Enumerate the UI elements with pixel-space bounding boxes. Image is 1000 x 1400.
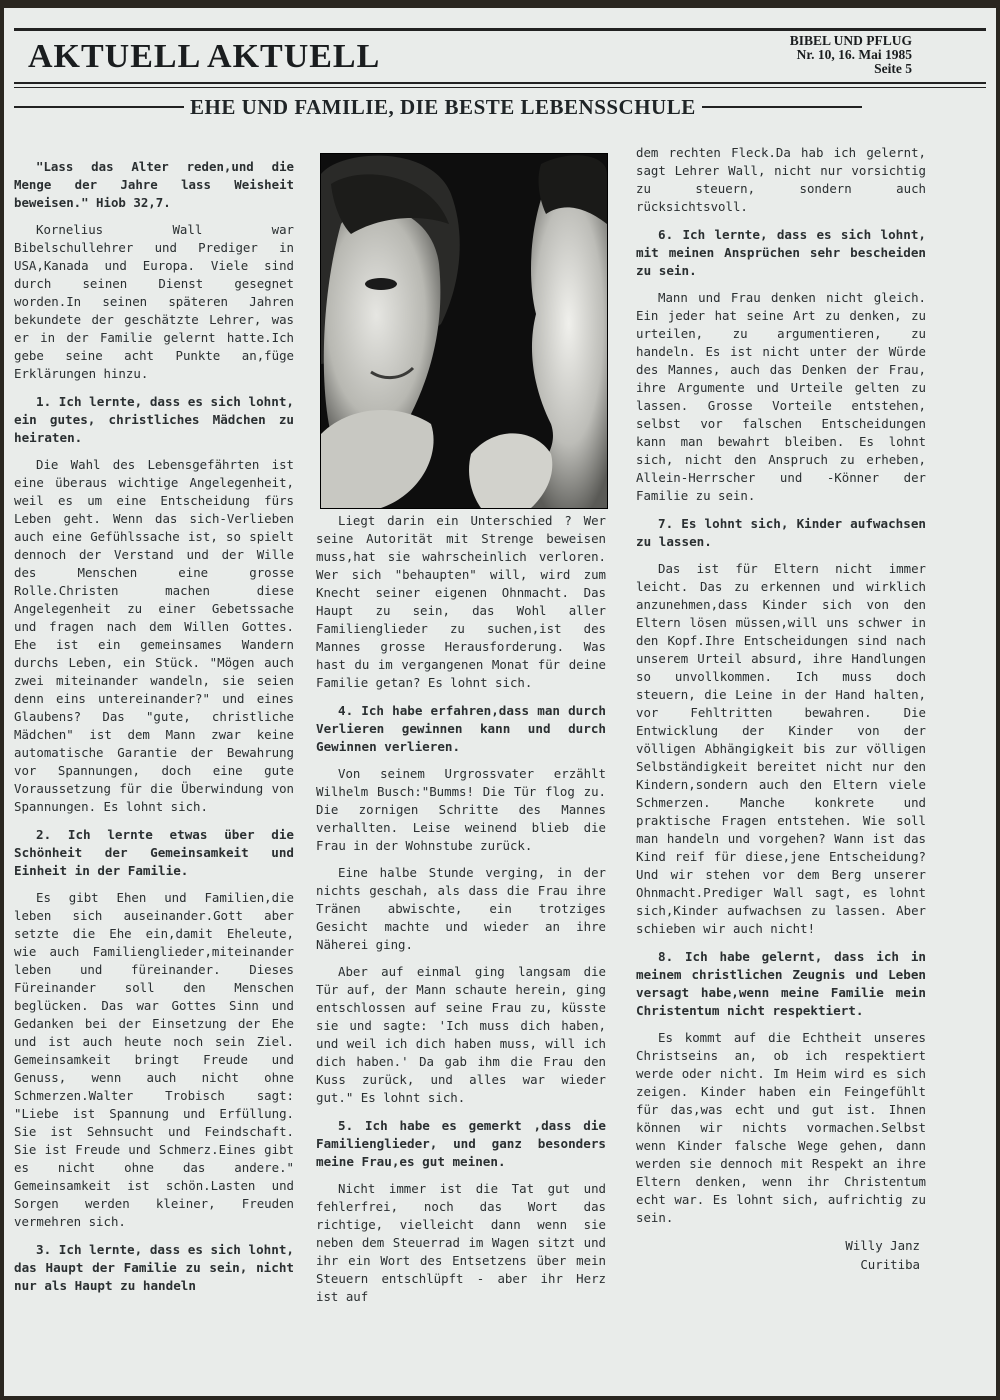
headline: EHE UND FAMILIE, DIE BESTE LEBENSSCHULE — [190, 94, 696, 119]
headline-rule-right — [702, 106, 862, 108]
point-2-heading: 2. Ich lernte etwas über die Schönheit der Gemeinsamkeit und Einheit in der Familie. — [14, 827, 294, 878]
masthead-rule-upper — [14, 82, 986, 84]
point-8-text: Es kommt auf die Echtheit unseres Christseins an, ob ich respektiert werde oder nicht. Im Heim wird es sich zeigen. Kinder haben ein Feingefühlt für das,was echt und gut ist. Ihnen können wir nichts vormachen.Selbst wenn Kinder falsche Wege gehen, dann werden sie dennoch mit Respekt an ihre Eltern denken, wenn ihr Christentum echt war. Es lohnt sich, aufrichtig zu sein. — [636, 1030, 926, 1225]
point-4-text-c: Aber auf einmal ging langsam die Tür auf, der Mann schaute herein, ging entschlossen auf seine Frau zu, küsste sie und sagte: 'Ich muss dich haben, und weil ich dich haben muss, will ich dich haben.' Da gab ihm die Frau den Kuss zurück, und alles war wieder gut." Es lohnt sich. — [316, 964, 606, 1105]
point-2-text: Es gibt Ehen und Familien,die leben sich auseinander.Gott aber setzte die Ehe ein,damit Eheleute, wie auch Familienglieder,miteinander leben und füreinander. Dieses Füreinander soll den Menschen beglücken. Das war Gottes Sinn und Gedanken bei der Einsetzung der Ehe und ist auch heute noch sein Ziel. Gemeinsamkeit bringt Freude und Genuss, wenn auch nicht ohne Schmerzen.Walter Trobisch sagt: "Liebe ist Spannung und Erfüllung. Sie ist Sehnsucht und Feindschaft. Sie ist Freude und Schmerz.Eines gibt es nicht ohne das andere." Gemeinsamkeit ist schön.Lasten und Sorgen werden kleiner, Freuden vermehren sich. — [14, 890, 294, 1229]
point-3-text: Liegt darin ein Unterschied ? Wer seine Autorität mit Strenge beweisen muss,hat sie wahrscheinlich verloren. Wer sich "behaupten" will, wird zum Knecht seiner eigenen Ohnmacht. Das Haupt zu sein, das Wohl aller Familienglieder zu suchen,ist des Mannes grosse Herausforderung. Was hast du im vergangenen Monat für deine Familie getan? Es lohnt sich. — [316, 513, 606, 690]
author-name: Willy Janz — [845, 1238, 920, 1253]
point-3-heading: 3. Ich lernte, dass es sich lohnt, das Haupt der Familie zu sein, nicht nur als Haupt zu handeln — [14, 1242, 294, 1293]
point-7-text: Das ist für Eltern nicht immer leicht. Das zu erkennen und wirklich anzunehmen,dass Kinder sich von den Eltern lösen müssen,will uns schwer in den Kopf.Ihre Entscheidungen sind nach unserem Urteil absurd, ihre Handlungen so unvollkommen. Ich muss doch steuern, die Leine in der Hand halten, vor Fehltritten bewahren. Die Entwicklung der Kinder von der völligen Abhängigkeit bis zur völligen Selbständigkeit bereitet nicht nur den Kindern,sondern auch den Eltern viele Schmerzen. Manche konkrete und praktische Fragen entstehen. Wie soll man handeln und vorgehen? Wann ist das Kind reif für diese,jene Entscheidung? Und wir stehen vor dem Berg unserer Ohnmacht.Prediger Wall sagt, es lohnt sich,Kinder aufwachsen zu lassen. Aber schieben wir auch nicht! — [636, 561, 926, 936]
point-5-heading: 5. Ich habe es gemerkt ,dass die Familienglieder, und ganz besonders meine Frau,es gut meinen. — [316, 1118, 606, 1169]
point-7-heading: 7. Es lohnt sich, Kinder aufwachsen zu lassen. — [636, 516, 926, 549]
couple-photo — [320, 153, 608, 509]
point-5-text-continued: dem rechten Fleck.Da hab ich gelernt, sagt Lehrer Wall, nicht nur vorsichtig zu steuern, sondern auch rücksichtsvoll. — [636, 145, 926, 214]
headline-row — [14, 94, 986, 120]
point-5-text: Nicht immer ist die Tat gut und fehlerfrei, noch das Wort das richtige, vielleicht dann wenn sie neben dem Steuerrad im Wagen sitzt und ihr ein Wort des Entsetzens über mein Steuern entschlüpft - aber ihr Herz ist auf — [316, 1181, 606, 1304]
issue-date: Nr. 10, 16. Mai 1985 — [796, 47, 912, 62]
headline-rule-left — [14, 106, 184, 108]
couple-photo-illustration — [321, 154, 607, 508]
point-8-heading: 8. Ich habe gelernt, dass ich in meinem christlichen Zeugnis und Leben versagt habe,wenn meine Familie mein Christentum nicht respektiert. — [636, 949, 926, 1018]
point-4-text-a: Von seinem Urgrossvater erzählt Wilhelm Busch:"Bumms! Die Tür flog zu. Die zornigen Schritte des Mannes verhallten. Leise weinend blieb die Frau in der Wohnstube zurück. — [316, 766, 606, 853]
author-city: Curitiba — [860, 1257, 920, 1272]
publication-info — [790, 34, 912, 76]
point-6-heading: 6. Ich lernte, dass es sich lohnt, mit meinen Ansprüchen sehr bescheiden zu sein. — [636, 227, 926, 278]
point-1-heading: 1. Ich lernte, dass es sich lohnt, ein gutes, christliches Mädchen zu heiraten. — [14, 394, 294, 445]
point-6-text: Mann und Frau denken nicht gleich. Ein jeder hat seine Art zu denken, zu urteilen, zu argumentieren, zu handeln. Es ist nicht unter der Würde des Mannes, auch das Denken der Frau, ihre Argumente und Urteile gelten zu lassen. Grosse Vorteile entstehen, selbst vor falschen Entscheidungen kann man bewahrt bleiben. Es lohnt sich, nicht den Anspruch zu erheben, Allein-Herrscher und -Könner der Familie zu sein. — [636, 290, 926, 503]
author-signature — [636, 1236, 920, 1274]
top-rule — [14, 28, 986, 31]
publication-name: BIBEL UND PFLUG — [789, 33, 912, 48]
column-3 — [636, 144, 926, 1274]
page-number: Seite 5 — [874, 61, 912, 76]
column-2 — [316, 512, 606, 1315]
point-1-text: Die Wahl des Lebensgefährten ist eine überaus wichtige Angelegenheit, weil es um eine Entscheidung fürs Leben geht. Wenn das sich-Verlieben auch eine Gefühlssache ist, so spielt dennoch der Verstand und der Wille des Menschen eine grosse Rolle.Christen machen diese Angelegenheit zu einer Gebetssache und fragen nach dem Willen Gottes. Ehe ist ein gemeinsames Wandern durchs Leben, ein Stück. "Mögen auch zwei miteinander wandeln, sie seien denn eins untereinander?" und eines Glaubens? Das "gute, christliche Mädchen" ist dem Mann zwar keine automatische Garantie der Bewahrung vor Spannungen, doch eine gute Voraussetzung für die Überwindung von Spannungen. Es lohnt sich. — [14, 457, 294, 814]
column-1 — [14, 158, 294, 1304]
bible-quote: "Lass das Alter reden,und die Menge der Jahre lass Weisheit beweisen." Hiob 32,7. — [14, 159, 294, 210]
masthead-rule-lower — [14, 87, 986, 88]
point-4-heading: 4. Ich habe erfahren,dass man durch Verlieren gewinnen kann und durch Gewinnen verlieren. — [316, 703, 606, 754]
intro-paragraph: Kornelius Wall war Bibelschullehrer und Prediger in USA,Kanada und Europa. Viele sind durch seinen Dienst gesegnet worden.In seinen späteren Jahren bekundete der geschätzte Lehrer, was er in der Familie gelernt hatte.Ich gebe seine acht Punkte an,füge Erklärungen hinzu. — [14, 222, 294, 381]
masthead: AKTUELL AKTUELL — [28, 38, 381, 75]
point-4-text-b: Eine halbe Stunde verging, in der nichts geschah, als dass die Frau ihre Tränen abwischte, ein trotziges Gesicht machte und wieder an ihre Näherei ging. — [316, 865, 606, 952]
newspaper-page — [4, 8, 996, 1396]
